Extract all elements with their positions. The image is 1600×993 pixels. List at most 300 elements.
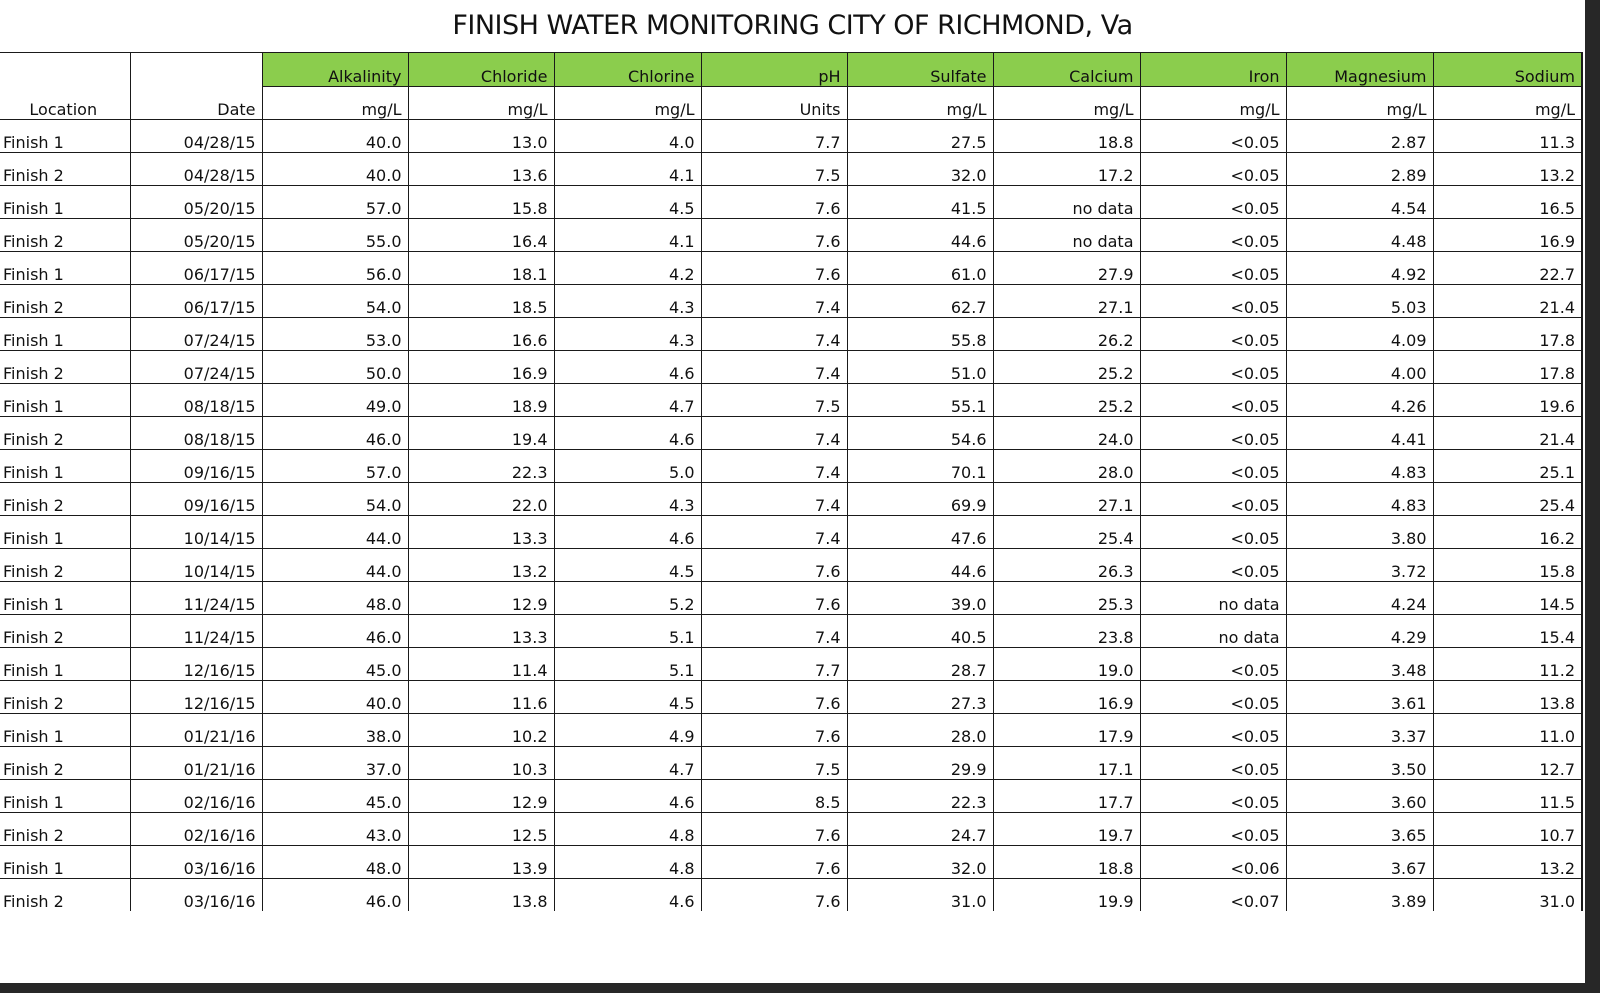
cell-date[interactable]: 04/28/15 (130, 153, 262, 186)
table-row (0, 450, 1582, 483)
cell-chlorine[interactable]: 4.6 (554, 516, 701, 549)
cell-sodium[interactable]: 31.0 (1433, 879, 1582, 912)
cell-alkalinity[interactable]: 45.0 (262, 648, 408, 681)
cell-chloride[interactable]: 15.8 (408, 186, 554, 219)
cell-iron[interactable]: <0.05 (1140, 252, 1286, 285)
column-header-magnesium[interactable]: Magnesium (1286, 53, 1433, 87)
table-row (0, 120, 1582, 153)
cell-chlorine[interactable]: 4.8 (554, 846, 701, 879)
cell-iron[interactable]: <0.05 (1140, 120, 1286, 153)
date-header-blank (130, 53, 262, 87)
cell-alkalinity[interactable]: 40.0 (262, 681, 408, 714)
cell-ph[interactable]: 7.4 (701, 615, 847, 648)
cell-calcium[interactable]: 25.3 (993, 582, 1140, 615)
cell-sulfate[interactable]: 54.6 (847, 417, 993, 450)
cell-ph[interactable]: 7.4 (701, 483, 847, 516)
cell-sulfate[interactable]: 47.6 (847, 516, 993, 549)
cell-sodium[interactable]: 11.5 (1433, 780, 1582, 813)
cell-ph[interactable]: 7.4 (701, 450, 847, 483)
cell-magnesium[interactable]: 4.29 (1286, 615, 1433, 648)
cell-sulfate[interactable]: 40.5 (847, 615, 993, 648)
cell-calcium[interactable]: 17.2 (993, 153, 1140, 186)
cell-sulfate[interactable]: 31.0 (847, 879, 993, 912)
cell-date[interactable]: 05/20/15 (130, 219, 262, 252)
cell-alkalinity[interactable]: 56.0 (262, 252, 408, 285)
table-body (0, 120, 1582, 912)
cell-iron[interactable]: <0.05 (1140, 285, 1286, 318)
cell-iron[interactable]: <0.07 (1140, 879, 1286, 912)
cell-ph[interactable]: 7.5 (701, 384, 847, 417)
cell-magnesium[interactable]: 3.37 (1286, 714, 1433, 747)
column-header-ph[interactable]: pH (701, 53, 847, 87)
table-row (0, 615, 1582, 648)
cell-date[interactable]: 11/24/15 (130, 582, 262, 615)
cell-chloride[interactable]: 16.4 (408, 219, 554, 252)
table-row (0, 318, 1582, 351)
cell-chloride[interactable]: 12.9 (408, 780, 554, 813)
cell-chloride[interactable]: 13.8 (408, 879, 554, 912)
cell-chloride[interactable]: 13.3 (408, 615, 554, 648)
cell-sulfate[interactable]: 39.0 (847, 582, 993, 615)
cell-alkalinity[interactable]: 49.0 (262, 384, 408, 417)
cell-iron[interactable]: <0.05 (1140, 549, 1286, 582)
cell-date[interactable]: 05/20/15 (130, 186, 262, 219)
cell-alkalinity[interactable]: 46.0 (262, 879, 408, 912)
cell-alkalinity[interactable]: 40.0 (262, 120, 408, 153)
cell-date[interactable]: 01/21/16 (130, 747, 262, 780)
cell-calcium[interactable]: 19.0 (993, 648, 1140, 681)
cell-alkalinity[interactable]: 57.0 (262, 186, 408, 219)
cell-magnesium[interactable]: 3.80 (1286, 516, 1433, 549)
cell-chlorine[interactable]: 5.0 (554, 450, 701, 483)
cell-chloride[interactable]: 19.4 (408, 417, 554, 450)
cell-sulfate[interactable]: 27.3 (847, 681, 993, 714)
cell-magnesium[interactable]: 3.61 (1286, 681, 1433, 714)
cell-date[interactable]: 12/16/15 (130, 648, 262, 681)
cell-calcium[interactable]: 25.4 (993, 516, 1140, 549)
cell-ph[interactable]: 7.4 (701, 318, 847, 351)
cell-sodium[interactable]: 13.8 (1433, 681, 1582, 714)
cell-sodium[interactable]: 19.6 (1433, 384, 1582, 417)
cell-calcium[interactable]: 19.7 (993, 813, 1140, 846)
column-header-alkalinity[interactable]: Alkalinity (262, 53, 408, 87)
table-row (0, 582, 1582, 615)
cell-date[interactable]: 07/24/15 (130, 351, 262, 384)
cell-magnesium[interactable]: 3.89 (1286, 879, 1433, 912)
cell-chloride[interactable]: 10.2 (408, 714, 554, 747)
cell-location[interactable]: Finish 2 (0, 879, 130, 912)
cell-date[interactable]: 03/16/16 (130, 879, 262, 912)
cell-calcium[interactable]: 23.8 (993, 615, 1140, 648)
cell-alkalinity[interactable]: 44.0 (262, 516, 408, 549)
cell-calcium[interactable]: 26.3 (993, 549, 1140, 582)
cell-ph[interactable]: 7.6 (701, 582, 847, 615)
cell-ph[interactable]: 7.6 (701, 549, 847, 582)
cell-date[interactable]: 02/16/16 (130, 780, 262, 813)
cell-iron[interactable]: <0.05 (1140, 450, 1286, 483)
cell-chlorine[interactable]: 4.7 (554, 384, 701, 417)
cell-calcium[interactable]: 28.0 (993, 450, 1140, 483)
cell-ph[interactable]: 7.6 (701, 252, 847, 285)
cell-magnesium[interactable]: 4.24 (1286, 582, 1433, 615)
table-row (0, 153, 1582, 186)
cell-ph[interactable]: 7.6 (701, 879, 847, 912)
cell-iron[interactable]: <0.05 (1140, 648, 1286, 681)
cell-sulfate[interactable]: 22.3 (847, 780, 993, 813)
cell-calcium[interactable]: no data (993, 186, 1140, 219)
cell-date[interactable]: 09/16/15 (130, 450, 262, 483)
cell-magnesium[interactable]: 3.48 (1286, 648, 1433, 681)
column-header-location[interactable]: Location (0, 87, 130, 120)
column-header-iron[interactable]: Iron (1140, 53, 1286, 87)
cell-sodium[interactable]: 11.2 (1433, 648, 1582, 681)
cell-chloride[interactable]: 16.6 (408, 318, 554, 351)
cell-magnesium[interactable]: 3.50 (1286, 747, 1433, 780)
cell-chlorine[interactable]: 4.9 (554, 714, 701, 747)
cell-alkalinity[interactable]: 40.0 (262, 153, 408, 186)
cell-date[interactable]: 09/16/15 (130, 483, 262, 516)
cell-location[interactable]: Finish 1 (0, 120, 130, 153)
cell-sulfate[interactable]: 70.1 (847, 450, 993, 483)
cell-sodium[interactable]: 25.4 (1433, 483, 1582, 516)
cell-sulfate[interactable]: 28.0 (847, 714, 993, 747)
cell-location[interactable]: Finish 2 (0, 483, 130, 516)
cell-alkalinity[interactable]: 48.0 (262, 582, 408, 615)
cell-sulfate[interactable]: 44.6 (847, 219, 993, 252)
cell-sodium[interactable]: 16.5 (1433, 186, 1582, 219)
cell-sodium[interactable]: 15.4 (1433, 615, 1582, 648)
cell-alkalinity[interactable]: 44.0 (262, 549, 408, 582)
cell-location[interactable]: Finish 1 (0, 516, 130, 549)
cell-alkalinity[interactable]: 45.0 (262, 780, 408, 813)
cell-sodium[interactable]: 16.2 (1433, 516, 1582, 549)
cell-sodium[interactable]: 21.4 (1433, 285, 1582, 318)
column-header-chloride[interactable]: Chloride (408, 53, 554, 87)
cell-sodium[interactable]: 15.8 (1433, 549, 1582, 582)
cell-alkalinity[interactable]: 46.0 (262, 417, 408, 450)
cell-chloride[interactable]: 13.9 (408, 846, 554, 879)
cell-magnesium[interactable]: 4.00 (1286, 351, 1433, 384)
cell-magnesium[interactable]: 2.87 (1286, 120, 1433, 153)
cell-chlorine[interactable]: 4.6 (554, 351, 701, 384)
cell-chloride[interactable]: 10.3 (408, 747, 554, 780)
cell-location[interactable]: Finish 2 (0, 747, 130, 780)
cell-magnesium[interactable]: 4.83 (1286, 483, 1433, 516)
cell-sodium[interactable]: 16.9 (1433, 219, 1582, 252)
cell-location[interactable]: Finish 1 (0, 318, 130, 351)
cell-alkalinity[interactable]: 46.0 (262, 615, 408, 648)
cell-iron[interactable]: no data (1140, 582, 1286, 615)
cell-ph[interactable]: 7.4 (701, 285, 847, 318)
cell-ph[interactable]: 7.6 (701, 681, 847, 714)
cell-calcium[interactable]: 19.9 (993, 879, 1140, 912)
cell-location[interactable]: Finish 1 (0, 780, 130, 813)
table-row (0, 780, 1582, 813)
cell-sodium[interactable]: 17.8 (1433, 318, 1582, 351)
cell-location[interactable]: Finish 2 (0, 813, 130, 846)
cell-iron[interactable]: <0.05 (1140, 516, 1286, 549)
cell-iron[interactable]: <0.05 (1140, 186, 1286, 219)
unit-label-chlorine: mg/L (554, 87, 701, 120)
cell-sodium[interactable]: 14.5 (1433, 582, 1582, 615)
cell-sodium[interactable]: 11.3 (1433, 120, 1582, 153)
cell-date[interactable]: 08/18/15 (130, 417, 262, 450)
cell-sulfate[interactable]: 32.0 (847, 153, 993, 186)
cell-alkalinity[interactable]: 38.0 (262, 714, 408, 747)
page-title: FINISH WATER MONITORING CITY OF RICHMOND, Va (452, 10, 1133, 41)
cell-ph[interactable]: 7.6 (701, 714, 847, 747)
cell-chloride[interactable]: 16.9 (408, 351, 554, 384)
cell-magnesium[interactable]: 4.92 (1286, 252, 1433, 285)
cell-location[interactable]: Finish 1 (0, 384, 130, 417)
cell-ph[interactable]: 7.6 (701, 219, 847, 252)
cell-chlorine[interactable]: 4.0 (554, 120, 701, 153)
cell-sodium[interactable]: 13.2 (1433, 153, 1582, 186)
cell-calcium[interactable]: 17.1 (993, 747, 1140, 780)
cell-iron[interactable]: <0.05 (1140, 747, 1286, 780)
cell-iron[interactable]: <0.05 (1140, 417, 1286, 450)
location-header-blank (0, 53, 130, 87)
cell-sodium[interactable]: 12.7 (1433, 747, 1582, 780)
cell-alkalinity[interactable]: 55.0 (262, 219, 408, 252)
cell-chloride[interactable]: 22.0 (408, 483, 554, 516)
cell-magnesium[interactable]: 3.67 (1286, 846, 1433, 879)
cell-ph[interactable]: 7.6 (701, 813, 847, 846)
cell-date[interactable]: 11/24/15 (130, 615, 262, 648)
cell-calcium[interactable]: 26.2 (993, 318, 1140, 351)
cell-sodium[interactable]: 11.0 (1433, 714, 1582, 747)
cell-ph[interactable]: 7.4 (701, 351, 847, 384)
cell-sodium[interactable]: 25.1 (1433, 450, 1582, 483)
cell-location[interactable]: Finish 2 (0, 219, 130, 252)
cell-alkalinity[interactable]: 54.0 (262, 483, 408, 516)
cell-location[interactable]: Finish 1 (0, 648, 130, 681)
table-row (0, 813, 1582, 846)
cell-chloride[interactable]: 22.3 (408, 450, 554, 483)
table-row (0, 219, 1582, 252)
cell-chloride[interactable]: 18.5 (408, 285, 554, 318)
cell-location[interactable]: Finish 1 (0, 450, 130, 483)
cell-date[interactable]: 04/28/15 (130, 120, 262, 153)
cell-ph[interactable]: 7.5 (701, 747, 847, 780)
cell-date[interactable]: 06/17/15 (130, 285, 262, 318)
cell-magnesium[interactable]: 4.09 (1286, 318, 1433, 351)
cell-ph[interactable]: 8.5 (701, 780, 847, 813)
cell-alkalinity[interactable]: 53.0 (262, 318, 408, 351)
cell-location[interactable]: Finish 2 (0, 153, 130, 186)
cell-location[interactable]: Finish 2 (0, 285, 130, 318)
cell-location[interactable]: Finish 2 (0, 351, 130, 384)
cell-sulfate[interactable]: 51.0 (847, 351, 993, 384)
cell-location[interactable]: Finish 1 (0, 582, 130, 615)
cell-iron[interactable]: <0.05 (1140, 219, 1286, 252)
cell-chlorine[interactable]: 5.1 (554, 615, 701, 648)
cell-sodium[interactable]: 13.2 (1433, 846, 1582, 879)
cell-chloride[interactable]: 11.4 (408, 648, 554, 681)
cell-date[interactable]: 03/16/16 (130, 846, 262, 879)
cell-chloride[interactable]: 13.2 (408, 549, 554, 582)
cell-alkalinity[interactable]: 48.0 (262, 846, 408, 879)
cell-iron[interactable]: <0.05 (1140, 813, 1286, 846)
cell-chlorine[interactable]: 4.6 (554, 780, 701, 813)
cell-chlorine[interactable]: 4.3 (554, 318, 701, 351)
cell-date[interactable]: 06/17/15 (130, 252, 262, 285)
cell-chloride[interactable]: 12.5 (408, 813, 554, 846)
cell-chlorine[interactable]: 4.1 (554, 219, 701, 252)
cell-chlorine[interactable]: 4.3 (554, 483, 701, 516)
cell-location[interactable]: Finish 2 (0, 681, 130, 714)
cell-location[interactable]: Finish 2 (0, 549, 130, 582)
cell-chloride[interactable]: 13.0 (408, 120, 554, 153)
cell-sulfate[interactable]: 61.0 (847, 252, 993, 285)
cell-calcium[interactable]: 25.2 (993, 384, 1140, 417)
cell-calcium[interactable]: 27.9 (993, 252, 1140, 285)
cell-chlorine[interactable]: 4.5 (554, 186, 701, 219)
cell-sulfate[interactable]: 44.6 (847, 549, 993, 582)
cell-iron[interactable]: <0.05 (1140, 318, 1286, 351)
cell-ph[interactable]: 7.4 (701, 417, 847, 450)
table-row (0, 747, 1582, 780)
table-row (0, 483, 1582, 516)
cell-calcium[interactable]: 27.1 (993, 483, 1140, 516)
cell-iron[interactable]: no data (1140, 615, 1286, 648)
cell-sulfate[interactable]: 62.7 (847, 285, 993, 318)
cell-chlorine[interactable]: 4.7 (554, 747, 701, 780)
cell-iron[interactable]: <0.05 (1140, 681, 1286, 714)
cell-chlorine[interactable]: 4.5 (554, 681, 701, 714)
unit-label-sulfate: mg/L (847, 87, 993, 120)
cell-sodium[interactable]: 10.7 (1433, 813, 1582, 846)
unit-label-magnesium: mg/L (1286, 87, 1433, 120)
cell-calcium[interactable]: 17.9 (993, 714, 1140, 747)
cell-iron[interactable]: <0.05 (1140, 153, 1286, 186)
cell-date[interactable]: 10/14/15 (130, 516, 262, 549)
cell-date[interactable]: 08/18/15 (130, 384, 262, 417)
cell-magnesium[interactable]: 2.89 (1286, 153, 1433, 186)
cell-chloride[interactable]: 12.9 (408, 582, 554, 615)
cell-sodium[interactable]: 22.7 (1433, 252, 1582, 285)
column-header-sulfate[interactable]: Sulfate (847, 53, 993, 87)
cell-date[interactable]: 12/16/15 (130, 681, 262, 714)
cell-calcium[interactable]: 27.1 (993, 285, 1140, 318)
cell-location[interactable]: Finish 1 (0, 846, 130, 879)
cell-chloride[interactable]: 18.1 (408, 252, 554, 285)
cell-sulfate[interactable]: 55.1 (847, 384, 993, 417)
cell-chlorine[interactable]: 5.1 (554, 648, 701, 681)
cell-sulfate[interactable]: 28.7 (847, 648, 993, 681)
cell-calcium[interactable]: 16.9 (993, 681, 1140, 714)
cell-chlorine[interactable]: 5.2 (554, 582, 701, 615)
cell-calcium[interactable]: 18.8 (993, 120, 1140, 153)
column-header-date[interactable]: Date (130, 87, 262, 120)
cell-date[interactable]: 02/16/16 (130, 813, 262, 846)
cell-ph[interactable]: 7.4 (701, 516, 847, 549)
cell-chloride[interactable]: 11.6 (408, 681, 554, 714)
cell-magnesium[interactable]: 4.48 (1286, 219, 1433, 252)
cell-iron[interactable]: <0.06 (1140, 846, 1286, 879)
cell-magnesium[interactable]: 4.41 (1286, 417, 1433, 450)
cell-ph[interactable]: 7.7 (701, 120, 847, 153)
cell-ph[interactable]: 7.6 (701, 186, 847, 219)
cell-chlorine[interactable]: 4.3 (554, 285, 701, 318)
cell-ph[interactable]: 7.5 (701, 153, 847, 186)
cell-chloride[interactable]: 13.6 (408, 153, 554, 186)
cell-alkalinity[interactable]: 43.0 (262, 813, 408, 846)
cell-calcium[interactable]: 17.7 (993, 780, 1140, 813)
column-header-calcium[interactable]: Calcium (993, 53, 1140, 87)
table-row (0, 846, 1582, 879)
cell-alkalinity[interactable]: 50.0 (262, 351, 408, 384)
cell-calcium[interactable]: 24.0 (993, 417, 1140, 450)
cell-iron[interactable]: <0.05 (1140, 714, 1286, 747)
cell-calcium[interactable]: 18.8 (993, 846, 1140, 879)
cell-sulfate[interactable]: 32.0 (847, 846, 993, 879)
cell-location[interactable]: Finish 1 (0, 252, 130, 285)
cell-iron[interactable]: <0.05 (1140, 483, 1286, 516)
column-header-sodium[interactable]: Sodium (1433, 53, 1582, 87)
cell-sulfate[interactable]: 55.8 (847, 318, 993, 351)
cell-calcium[interactable]: no data (993, 219, 1140, 252)
parameter-header-row (0, 53, 1582, 87)
cell-magnesium[interactable]: 3.65 (1286, 813, 1433, 846)
cell-sodium[interactable]: 17.8 (1433, 351, 1582, 384)
table-row (0, 648, 1582, 681)
cell-location[interactable]: Finish 2 (0, 417, 130, 450)
cell-chlorine[interactable]: 4.5 (554, 549, 701, 582)
cell-chlorine[interactable]: 4.8 (554, 813, 701, 846)
cell-sulfate[interactable]: 24.7 (847, 813, 993, 846)
table-row (0, 417, 1582, 450)
cell-date[interactable]: 01/21/16 (130, 714, 262, 747)
cell-location[interactable]: Finish 2 (0, 615, 130, 648)
cell-date[interactable]: 07/24/15 (130, 318, 262, 351)
cell-alkalinity[interactable]: 37.0 (262, 747, 408, 780)
cell-chlorine[interactable]: 4.1 (554, 153, 701, 186)
cell-ph[interactable]: 7.7 (701, 648, 847, 681)
table-row (0, 186, 1582, 219)
unit-label-chloride: mg/L (408, 87, 554, 120)
cell-sulfate[interactable]: 41.5 (847, 186, 993, 219)
cell-chlorine[interactable]: 4.6 (554, 417, 701, 450)
cell-iron[interactable]: <0.05 (1140, 780, 1286, 813)
cell-magnesium[interactable]: 3.72 (1286, 549, 1433, 582)
table-row (0, 285, 1582, 318)
cell-chlorine[interactable]: 4.6 (554, 879, 701, 912)
cell-magnesium[interactable]: 4.26 (1286, 384, 1433, 417)
cell-sodium[interactable]: 21.4 (1433, 417, 1582, 450)
cell-iron[interactable]: <0.05 (1140, 384, 1286, 417)
cell-chloride[interactable]: 13.3 (408, 516, 554, 549)
cell-magnesium[interactable]: 4.54 (1286, 186, 1433, 219)
cell-magnesium[interactable]: 5.03 (1286, 285, 1433, 318)
cell-sulfate[interactable]: 69.9 (847, 483, 993, 516)
cell-iron[interactable]: <0.05 (1140, 351, 1286, 384)
cell-sulfate[interactable]: 27.5 (847, 120, 993, 153)
cell-chlorine[interactable]: 4.2 (554, 252, 701, 285)
cell-magnesium[interactable]: 4.83 (1286, 450, 1433, 483)
cell-chloride[interactable]: 18.9 (408, 384, 554, 417)
cell-calcium[interactable]: 25.2 (993, 351, 1140, 384)
cell-sulfate[interactable]: 29.9 (847, 747, 993, 780)
cell-alkalinity[interactable]: 57.0 (262, 450, 408, 483)
cell-magnesium[interactable]: 3.60 (1286, 780, 1433, 813)
cell-alkalinity[interactable]: 54.0 (262, 285, 408, 318)
cell-location[interactable]: Finish 1 (0, 186, 130, 219)
cell-location[interactable]: Finish 1 (0, 714, 130, 747)
column-header-chlorine[interactable]: Chlorine (554, 53, 701, 87)
cell-ph[interactable]: 7.6 (701, 846, 847, 879)
cell-date[interactable]: 10/14/15 (130, 549, 262, 582)
